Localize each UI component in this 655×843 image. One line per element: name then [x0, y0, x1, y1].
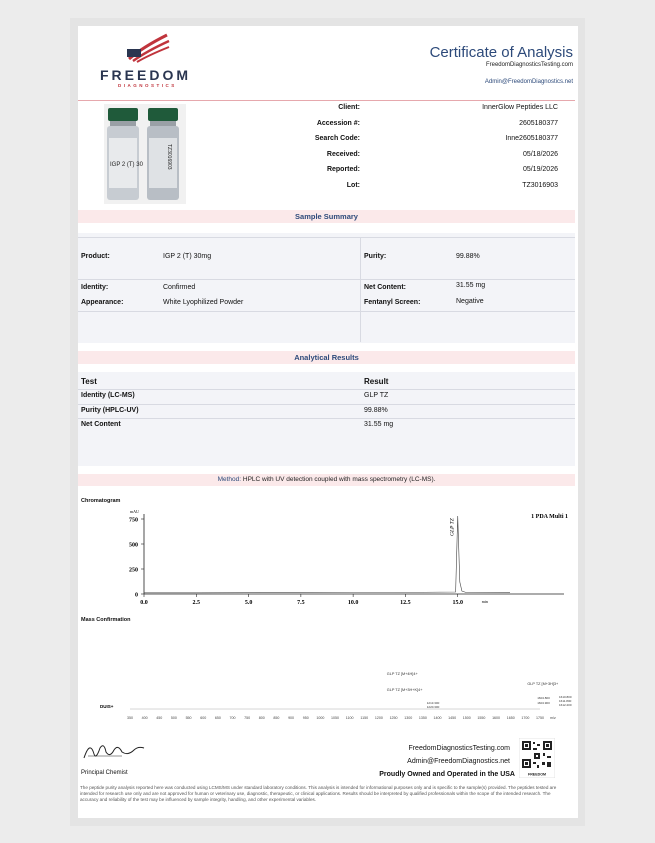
- result-test: Purity (HPLC-UV): [81, 406, 139, 414]
- mass-x-tick-label: 1250: [389, 716, 398, 720]
- mass-mode-label: DUIS+: [100, 704, 114, 709]
- result-test: Net Content: [81, 421, 121, 428]
- chromatogram-x-tick-label: 0.0: [140, 600, 148, 606]
- mass-peak-value: 1220.300: [426, 705, 440, 709]
- page-title: Certificate of Analysis: [429, 44, 573, 61]
- mass-background: [80, 625, 574, 725]
- analytical-results-heading: Analytical Results: [78, 351, 575, 364]
- summary-grid-line: [360, 237, 361, 342]
- header-website: FreedomDiagnosticsTesting.com: [485, 62, 573, 68]
- qr-caption: FREEDOM: [528, 772, 546, 777]
- result-value: GLP TZ: [364, 392, 389, 399]
- method-text: HPLC with UV detection coupled with mass spectrometry (LC-MS).: [241, 476, 436, 483]
- logo-wordmark: FREEDOM: [100, 67, 191, 83]
- info-value: 05/19/2026: [522, 166, 558, 173]
- info-label: Search Code:: [314, 135, 360, 142]
- mass-x-tick-label: 600: [200, 716, 207, 720]
- chromatogram-heading: Chromatogram: [81, 498, 121, 504]
- mass-peak-value: 1610.800: [559, 695, 572, 699]
- mass-x-tick-label: 1000: [316, 716, 325, 720]
- col-test-header: Test: [81, 377, 97, 386]
- mass-x-tick-label: 1050: [331, 716, 339, 720]
- mass-x-tick-label: 1600: [492, 716, 501, 720]
- footer-tagline: Proudly Owned and Operated in the USA: [379, 771, 515, 778]
- mass-peak-value: 1604.800: [537, 696, 550, 700]
- purity-label: Purity:: [364, 253, 387, 260]
- mass-peak-annotation: GLP TZ [M+3H]3+: [527, 682, 559, 686]
- chromatogram-y-tick-label: 750: [129, 517, 138, 524]
- disclaimer-text: The peptide purity analysis reported here was conducted using LCMS/MS under standard laboratory conditions. This analysis is intended for informational purposes only and is specific to the sample(s) provided. The peptides tested are intended for research use only and are not approved for human or veterinary use, diagnostic, therapeutic, or clinical applications. Results should be interpreted by qualified professionals within the scope of the intended research. The accuracy and reliability of the test may be influenced by sample integrity, handling, and other experimental variables.: [80, 785, 557, 802]
- mass-peak-annotation: GLP TZ [M+4H]4+: [386, 672, 418, 676]
- method-label: Method:: [217, 476, 242, 483]
- mass-x-tick-label: 1500: [462, 716, 471, 720]
- mass-peak-value: 1604.900: [537, 701, 550, 705]
- chromatogram-x-tick-label: 15.0: [452, 600, 463, 606]
- chromatogram-y-tick-label: 0: [135, 592, 138, 599]
- net-content-label: Net Content:: [364, 284, 406, 291]
- mass-x-tick-label: 1750: [536, 716, 544, 720]
- result-test: Identity (LC-MS): [81, 392, 135, 399]
- info-label: Received:: [326, 150, 360, 158]
- vial-photo: [104, 104, 186, 204]
- info-label: Lot:: [346, 181, 360, 189]
- mass-x-tick-label: 500: [170, 716, 177, 720]
- info-value: 2605180377: [519, 119, 558, 127]
- header-divider: [78, 100, 575, 101]
- chromatogram-legend: 1 PDA Multi 1: [531, 514, 568, 520]
- mass-x-tick-label: 550: [185, 716, 192, 720]
- table-row-divider: [78, 418, 575, 419]
- mass-x-tick-label: 1450: [448, 716, 457, 720]
- table-row-divider: [78, 404, 575, 405]
- chromatogram-x-tick-label: 2.5: [192, 600, 201, 606]
- info-value: 05/18/2026: [522, 150, 558, 158]
- mass-confirmation-heading: Mass Confirmation: [81, 617, 131, 623]
- mass-x-tick-label: 1300: [404, 716, 413, 720]
- result-value: 99.88%: [364, 406, 388, 414]
- qr-code-icon[interactable]: [519, 738, 555, 778]
- mass-x-tick-label: 1200: [374, 716, 383, 720]
- chromatogram-x-tick-label: 10.0: [347, 600, 359, 606]
- chromatogram-x-tick-label: 5.0: [244, 600, 253, 606]
- info-value: Inne2605180377: [505, 135, 558, 142]
- summary-grid-line: [78, 237, 575, 238]
- mass-x-tick-label: 800: [258, 716, 265, 720]
- summary-grid-line: [78, 279, 575, 280]
- info-label: Accession #:: [316, 119, 360, 127]
- chromatogram-y-unit: mAU: [130, 509, 139, 514]
- table-row-divider: [78, 389, 575, 390]
- appearance-label: Appearance:: [81, 299, 124, 306]
- logo-subtitle: DIAGNOSTICS: [118, 83, 177, 88]
- flag-logo-icon: [125, 33, 171, 63]
- identity-value: Confirmed: [163, 284, 196, 291]
- mass-x-tick-label: 1650: [506, 716, 515, 720]
- chromatogram-x-unit: min: [481, 599, 488, 604]
- mass-x-tick-label: 350: [127, 716, 133, 720]
- mass-x-tick-label: 1350: [418, 716, 427, 720]
- vial-code-text: TZ3016903: [166, 144, 172, 170]
- mass-x-tick-label: 900: [288, 716, 295, 720]
- fentanyl-label: Fentanyl Screen:: [364, 299, 421, 306]
- mass-x-tick-label: 1700: [521, 716, 530, 720]
- fentanyl-value: Negative: [456, 298, 484, 305]
- mass-x-unit: m/z: [550, 716, 556, 720]
- chromatogram-x-tick-label: 7.5: [297, 600, 305, 606]
- mass-x-tick-label: 1100: [345, 716, 354, 720]
- product-label: Product:: [81, 253, 110, 260]
- chromatogram-peak-label: GLP TZ: [449, 518, 456, 536]
- mass-peak-value: 1213.300: [426, 701, 440, 705]
- mass-x-tick-label: 1150: [360, 716, 369, 720]
- mass-x-tick-label: 850: [273, 716, 280, 720]
- chromatogram-background: [80, 506, 574, 614]
- appearance-value: White Lyophilized Powder: [163, 299, 244, 306]
- info-label: Reported:: [326, 166, 360, 173]
- footer-website: FreedomDiagnosticsTesting.com: [408, 745, 510, 752]
- mass-x-tick-label: 950: [302, 716, 309, 720]
- mass-x-tick-label: 1400: [433, 716, 442, 720]
- sample-summary-panel: [78, 233, 575, 343]
- mass-x-tick-label: 450: [156, 716, 163, 720]
- mass-x-tick-label: 1550: [477, 716, 486, 720]
- product-value: IGP 2 (T) 30mg: [163, 253, 212, 260]
- mass-x-tick-label: 750: [244, 716, 251, 720]
- info-value: InnerGlow Peptides LLC: [482, 104, 558, 111]
- signature-image: [82, 738, 146, 764]
- chromatogram-y-tick-label: 250: [129, 567, 138, 574]
- sample-summary-heading: Sample Summary: [78, 210, 575, 223]
- mass-spectrum-chart: [80, 625, 574, 725]
- header-email-link[interactable]: Admin@FreedomDiagnostics.net: [484, 79, 573, 85]
- result-value: 31.55 mg: [364, 421, 394, 428]
- method-line: [78, 474, 575, 486]
- signer-role: Principal Chemist: [81, 770, 128, 776]
- chromatogram-x-tick-label: 12.5: [400, 600, 411, 606]
- mass-x-tick-label: 650: [214, 716, 221, 720]
- info-value: TZ3016903: [522, 181, 558, 189]
- col-result-header: Result: [364, 377, 389, 386]
- chromatogram-y-tick-label: 500: [129, 542, 138, 549]
- net-content-value: 31.55 mg: [456, 282, 486, 289]
- mass-x-tick-label: 700: [229, 716, 236, 720]
- mass-x-tick-label: 400: [141, 716, 148, 720]
- vial-label-text: IGP 2 (T) 30: [110, 162, 143, 168]
- analytical-results-panel: [78, 372, 575, 466]
- purity-value: 99.88%: [456, 253, 480, 260]
- mass-peak-value: 1612.200: [559, 703, 572, 707]
- identity-label: Identity:: [81, 284, 109, 291]
- summary-grid-line: [78, 311, 575, 312]
- footer-email: Admin@FreedomDiagnostics.net: [407, 758, 510, 765]
- mass-peak-value: 1611.800: [559, 699, 572, 703]
- chromatogram-chart: [80, 506, 574, 614]
- mass-peak-annotation: GLP TZ [M+3H+K]4+: [386, 688, 423, 692]
- info-label: Client:: [338, 104, 360, 111]
